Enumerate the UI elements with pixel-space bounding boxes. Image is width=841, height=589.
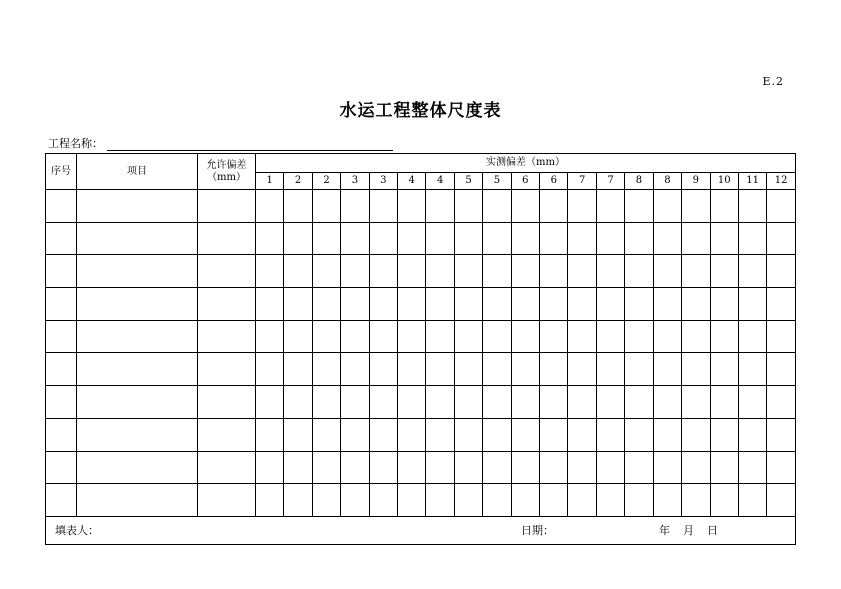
table-row	[46, 190, 796, 223]
measured-cell[interactable]	[568, 222, 596, 255]
measured-cell[interactable]	[710, 353, 738, 386]
seq-cell[interactable]	[46, 320, 77, 353]
measured-cell[interactable]	[540, 451, 568, 484]
measure-col-number: 8	[625, 173, 653, 190]
item-cell[interactable]	[77, 353, 198, 386]
measured-cell[interactable]	[454, 451, 482, 484]
measured-cell[interactable]	[767, 418, 796, 451]
measured-cell[interactable]	[256, 418, 284, 451]
tolerance-cell[interactable]	[198, 288, 256, 321]
measured-cell[interactable]	[426, 255, 454, 288]
measured-cell[interactable]	[369, 418, 397, 451]
seq-cell[interactable]	[46, 190, 77, 223]
measured-cell[interactable]	[596, 190, 624, 223]
measured-cell[interactable]	[596, 386, 624, 419]
measured-cell[interactable]	[398, 386, 426, 419]
measured-cell[interactable]	[398, 320, 426, 353]
measured-cell[interactable]	[483, 190, 511, 223]
footer-row	[46, 516, 796, 544]
table-row	[46, 222, 796, 255]
measure-col-number: 3	[369, 173, 397, 190]
measure-col-number: 12	[767, 173, 796, 190]
measured-cell[interactable]	[398, 484, 426, 517]
measured-cell[interactable]	[682, 418, 710, 451]
measured-cell[interactable]	[568, 353, 596, 386]
measured-cell[interactable]	[767, 353, 796, 386]
measured-cell[interactable]	[653, 255, 681, 288]
seq-cell[interactable]	[46, 386, 77, 419]
measured-cell[interactable]	[256, 288, 284, 321]
measured-cell[interactable]	[312, 451, 340, 484]
measured-cell[interactable]	[426, 288, 454, 321]
item-cell[interactable]	[77, 386, 198, 419]
tolerance-cell[interactable]	[198, 418, 256, 451]
measured-cell[interactable]	[682, 386, 710, 419]
measured-cell[interactable]	[625, 222, 653, 255]
measured-cell[interactable]	[568, 451, 596, 484]
measured-cell[interactable]	[341, 222, 369, 255]
measured-cell[interactable]	[710, 288, 738, 321]
table-row	[46, 255, 796, 288]
measured-cell[interactable]	[710, 484, 738, 517]
measured-cell[interactable]	[511, 484, 539, 517]
measured-cell[interactable]	[568, 320, 596, 353]
measured-cell[interactable]	[256, 386, 284, 419]
measured-cell[interactable]	[341, 255, 369, 288]
measure-col-number: 9	[682, 173, 710, 190]
measured-cell[interactable]	[312, 320, 340, 353]
table-row	[46, 386, 796, 419]
footer-cell	[46, 516, 796, 544]
measured-cell[interactable]	[511, 386, 539, 419]
measured-cell[interactable]	[511, 255, 539, 288]
measured-cell[interactable]	[312, 353, 340, 386]
header-tolerance-unit: （mm）	[207, 171, 246, 183]
measured-cell[interactable]	[256, 190, 284, 223]
measured-cell[interactable]	[369, 320, 397, 353]
measured-cell[interactable]	[625, 288, 653, 321]
measured-cell[interactable]	[625, 386, 653, 419]
measured-cell[interactable]	[682, 484, 710, 517]
measured-cell[interactable]	[426, 320, 454, 353]
measured-cell[interactable]	[369, 222, 397, 255]
measured-cell[interactable]	[284, 190, 312, 223]
measured-cell[interactable]	[682, 288, 710, 321]
measure-col-number: 4	[398, 173, 426, 190]
measured-cell[interactable]	[483, 353, 511, 386]
measured-cell[interactable]	[540, 222, 568, 255]
measured-cell[interactable]	[653, 451, 681, 484]
measured-cell[interactable]	[710, 222, 738, 255]
measured-cell[interactable]	[767, 484, 796, 517]
measured-cell[interactable]	[398, 288, 426, 321]
table-row	[46, 288, 796, 321]
measured-cell[interactable]	[767, 451, 796, 484]
measured-cell[interactable]	[767, 190, 796, 223]
measured-cell[interactable]	[738, 190, 766, 223]
measured-cell[interactable]	[398, 255, 426, 288]
measured-cell[interactable]	[284, 418, 312, 451]
measured-cell[interactable]	[767, 320, 796, 353]
header-item: 项目	[77, 154, 198, 190]
measured-cell[interactable]	[426, 451, 454, 484]
measured-cell[interactable]	[426, 222, 454, 255]
measured-cell[interactable]	[398, 222, 426, 255]
measured-cell[interactable]	[511, 451, 539, 484]
measure-col-number: 2	[312, 173, 340, 190]
measured-cell[interactable]	[398, 353, 426, 386]
measured-cell[interactable]	[454, 288, 482, 321]
measure-col-number: 1	[256, 173, 284, 190]
measured-cell[interactable]	[540, 288, 568, 321]
measured-cell[interactable]	[568, 484, 596, 517]
measured-cell[interactable]	[738, 484, 766, 517]
measured-cell[interactable]	[625, 484, 653, 517]
measured-cell[interactable]	[596, 484, 624, 517]
measured-cell[interactable]	[653, 386, 681, 419]
measured-cell[interactable]	[284, 353, 312, 386]
measured-cell[interactable]	[653, 353, 681, 386]
page-title: 水运工程整体尺度表	[339, 101, 502, 121]
measured-cell[interactable]	[369, 255, 397, 288]
item-cell[interactable]	[77, 255, 198, 288]
measured-cell[interactable]	[596, 418, 624, 451]
measured-cell[interactable]	[568, 255, 596, 288]
measured-cell[interactable]	[426, 484, 454, 517]
tolerance-cell[interactable]	[198, 484, 256, 517]
measured-cell[interactable]	[312, 190, 340, 223]
measured-cell[interactable]	[341, 451, 369, 484]
measured-cell[interactable]	[568, 386, 596, 419]
item-cell[interactable]	[77, 222, 198, 255]
measured-cell[interactable]	[256, 255, 284, 288]
measured-cell[interactable]	[653, 190, 681, 223]
item-cell[interactable]	[77, 451, 198, 484]
measured-cell[interactable]	[596, 288, 624, 321]
seq-cell[interactable]	[46, 288, 77, 321]
measured-cell[interactable]	[568, 288, 596, 321]
measured-cell[interactable]	[596, 451, 624, 484]
seq-cell[interactable]	[46, 418, 77, 451]
month-label: 月	[683, 523, 694, 537]
measured-cell[interactable]	[312, 255, 340, 288]
item-cell[interactable]	[77, 288, 198, 321]
measured-cell[interactable]	[738, 386, 766, 419]
measured-cell[interactable]	[540, 190, 568, 223]
measure-col-number: 5	[483, 173, 511, 190]
measured-cell[interactable]	[738, 288, 766, 321]
measured-cell[interactable]	[312, 288, 340, 321]
measure-col-number: 6	[511, 173, 539, 190]
measured-cell[interactable]	[454, 255, 482, 288]
measured-cell[interactable]	[483, 418, 511, 451]
tolerance-cell[interactable]	[198, 320, 256, 353]
measured-cell[interactable]	[312, 222, 340, 255]
measured-cell[interactable]	[511, 222, 539, 255]
filler-label: 填表人：	[55, 523, 99, 537]
measurement-table	[45, 153, 796, 545]
measured-cell[interactable]	[454, 353, 482, 386]
measured-cell[interactable]	[596, 320, 624, 353]
measured-cell[interactable]	[653, 288, 681, 321]
measured-cell[interactable]	[710, 451, 738, 484]
measured-cell[interactable]	[596, 353, 624, 386]
measured-cell[interactable]	[625, 353, 653, 386]
measured-cell[interactable]	[596, 222, 624, 255]
header-seq: 序号	[46, 154, 77, 190]
tolerance-cell[interactable]	[198, 386, 256, 419]
measured-cell[interactable]	[625, 320, 653, 353]
measured-cell[interactable]	[540, 255, 568, 288]
header-row-main	[46, 154, 796, 173]
tolerance-cell[interactable]	[198, 222, 256, 255]
measured-cell[interactable]	[511, 190, 539, 223]
header-tolerance-label: 允许偏差	[206, 159, 247, 171]
measure-col-number: 7	[568, 173, 596, 190]
measure-col-number: 4	[426, 173, 454, 190]
measured-cell[interactable]	[653, 320, 681, 353]
table-row	[46, 418, 796, 451]
measured-cell[interactable]	[256, 451, 284, 484]
measured-cell[interactable]	[767, 255, 796, 288]
measured-cell[interactable]	[454, 190, 482, 223]
measured-cell[interactable]	[341, 484, 369, 517]
measured-cell[interactable]	[540, 320, 568, 353]
measured-cell[interactable]	[256, 222, 284, 255]
measured-cell[interactable]	[682, 190, 710, 223]
measured-cell[interactable]	[625, 255, 653, 288]
measured-cell[interactable]	[426, 190, 454, 223]
measured-cell[interactable]	[738, 255, 766, 288]
measured-cell[interactable]	[511, 418, 539, 451]
measured-cell[interactable]	[284, 484, 312, 517]
measured-cell[interactable]	[682, 451, 710, 484]
measured-cell[interactable]	[540, 418, 568, 451]
measured-cell[interactable]	[682, 353, 710, 386]
measured-cell[interactable]	[738, 320, 766, 353]
measured-cell[interactable]	[398, 190, 426, 223]
measure-col-number: 10	[710, 173, 738, 190]
header-tolerance	[198, 154, 256, 190]
measured-cell[interactable]	[398, 451, 426, 484]
item-cell[interactable]	[77, 320, 198, 353]
measured-cell[interactable]	[341, 190, 369, 223]
measured-cell[interactable]	[625, 190, 653, 223]
measured-cell[interactable]	[369, 451, 397, 484]
measured-cell[interactable]	[256, 353, 284, 386]
measured-cell[interactable]	[511, 353, 539, 386]
year-label: 年	[659, 523, 670, 537]
measured-cell[interactable]	[710, 320, 738, 353]
measured-cell[interactable]	[682, 255, 710, 288]
date-label: 日期：	[521, 523, 554, 537]
seq-cell[interactable]	[46, 353, 77, 386]
measured-cell[interactable]	[767, 222, 796, 255]
measured-cell[interactable]	[284, 288, 312, 321]
item-cell[interactable]	[77, 190, 198, 223]
seq-cell[interactable]	[46, 255, 77, 288]
measured-cell[interactable]	[369, 386, 397, 419]
measured-cell[interactable]	[284, 222, 312, 255]
header-measured: 实测偏差（mm）	[256, 154, 796, 173]
measured-cell[interactable]	[341, 353, 369, 386]
measured-cell[interactable]	[483, 386, 511, 419]
measure-col-number: 11	[738, 173, 766, 190]
measured-cell[interactable]	[426, 353, 454, 386]
measured-cell[interactable]	[454, 418, 482, 451]
measured-cell[interactable]	[483, 451, 511, 484]
day-label: 日	[707, 523, 718, 537]
seq-cell[interactable]	[46, 484, 77, 517]
measured-cell[interactable]	[369, 484, 397, 517]
measured-cell[interactable]	[511, 288, 539, 321]
measure-col-number: 2	[284, 173, 312, 190]
measured-cell[interactable]	[483, 484, 511, 517]
measured-cell[interactable]	[483, 288, 511, 321]
seq-cell[interactable]	[46, 222, 77, 255]
measured-cell[interactable]	[483, 222, 511, 255]
measured-cell[interactable]	[398, 418, 426, 451]
tolerance-cell[interactable]	[198, 255, 256, 288]
measured-cell[interactable]	[312, 484, 340, 517]
measured-cell[interactable]	[738, 451, 766, 484]
measured-cell[interactable]	[710, 418, 738, 451]
tolerance-cell[interactable]	[198, 190, 256, 223]
measured-cell[interactable]	[312, 418, 340, 451]
measured-cell[interactable]	[369, 353, 397, 386]
measured-cell[interactable]	[426, 386, 454, 419]
measured-cell[interactable]	[540, 484, 568, 517]
measured-cell[interactable]	[369, 190, 397, 223]
measure-col-number: 6	[540, 173, 568, 190]
tolerance-cell[interactable]	[198, 451, 256, 484]
measured-cell[interactable]	[369, 288, 397, 321]
measured-cell[interactable]	[738, 353, 766, 386]
project-name-field[interactable]	[107, 136, 393, 151]
measured-cell[interactable]	[312, 386, 340, 419]
table-row	[46, 320, 796, 353]
measured-cell[interactable]	[568, 190, 596, 223]
measured-cell[interactable]	[653, 222, 681, 255]
measured-cell[interactable]	[653, 484, 681, 517]
measured-cell[interactable]	[454, 484, 482, 517]
project-name-row	[48, 135, 393, 151]
measured-cell[interactable]	[454, 320, 482, 353]
measured-cell[interactable]	[540, 386, 568, 419]
measured-cell[interactable]	[653, 418, 681, 451]
measured-cell[interactable]	[767, 386, 796, 419]
project-name-label: 工程名称：	[48, 137, 103, 150]
item-cell[interactable]	[77, 418, 198, 451]
seq-cell[interactable]	[46, 451, 77, 484]
measured-cell[interactable]	[568, 418, 596, 451]
measure-col-number: 8	[653, 173, 681, 190]
measured-cell[interactable]	[284, 451, 312, 484]
measured-cell[interactable]	[284, 255, 312, 288]
measured-cell[interactable]	[454, 222, 482, 255]
measured-cell[interactable]	[738, 222, 766, 255]
measured-cell[interactable]	[256, 320, 284, 353]
measured-cell[interactable]	[341, 288, 369, 321]
measured-cell[interactable]	[682, 222, 710, 255]
measured-cell[interactable]	[256, 484, 284, 517]
measured-cell[interactable]	[341, 386, 369, 419]
measure-col-number: 7	[596, 173, 624, 190]
form-code: E.2	[762, 75, 784, 88]
measured-cell[interactable]	[596, 255, 624, 288]
measure-col-number: 3	[341, 173, 369, 190]
measured-cell[interactable]	[710, 386, 738, 419]
measured-cell[interactable]	[483, 255, 511, 288]
measured-cell[interactable]	[738, 418, 766, 451]
measured-cell[interactable]	[625, 451, 653, 484]
measure-col-number: 5	[454, 173, 482, 190]
table-row	[46, 451, 796, 484]
measured-cell[interactable]	[341, 418, 369, 451]
measured-cell[interactable]	[511, 320, 539, 353]
measured-cell[interactable]	[284, 386, 312, 419]
tolerance-cell[interactable]	[198, 353, 256, 386]
measured-cell[interactable]	[284, 320, 312, 353]
measured-cell[interactable]	[625, 418, 653, 451]
table-row	[46, 484, 796, 517]
measured-cell[interactable]	[767, 288, 796, 321]
item-cell[interactable]	[77, 484, 198, 517]
measured-cell[interactable]	[540, 353, 568, 386]
measured-cell[interactable]	[710, 190, 738, 223]
measured-cell[interactable]	[454, 386, 482, 419]
measured-cell[interactable]	[682, 320, 710, 353]
measured-cell[interactable]	[483, 320, 511, 353]
table-row	[46, 353, 796, 386]
measured-cell[interactable]	[341, 320, 369, 353]
measured-cell[interactable]	[710, 255, 738, 288]
measured-cell[interactable]	[426, 418, 454, 451]
